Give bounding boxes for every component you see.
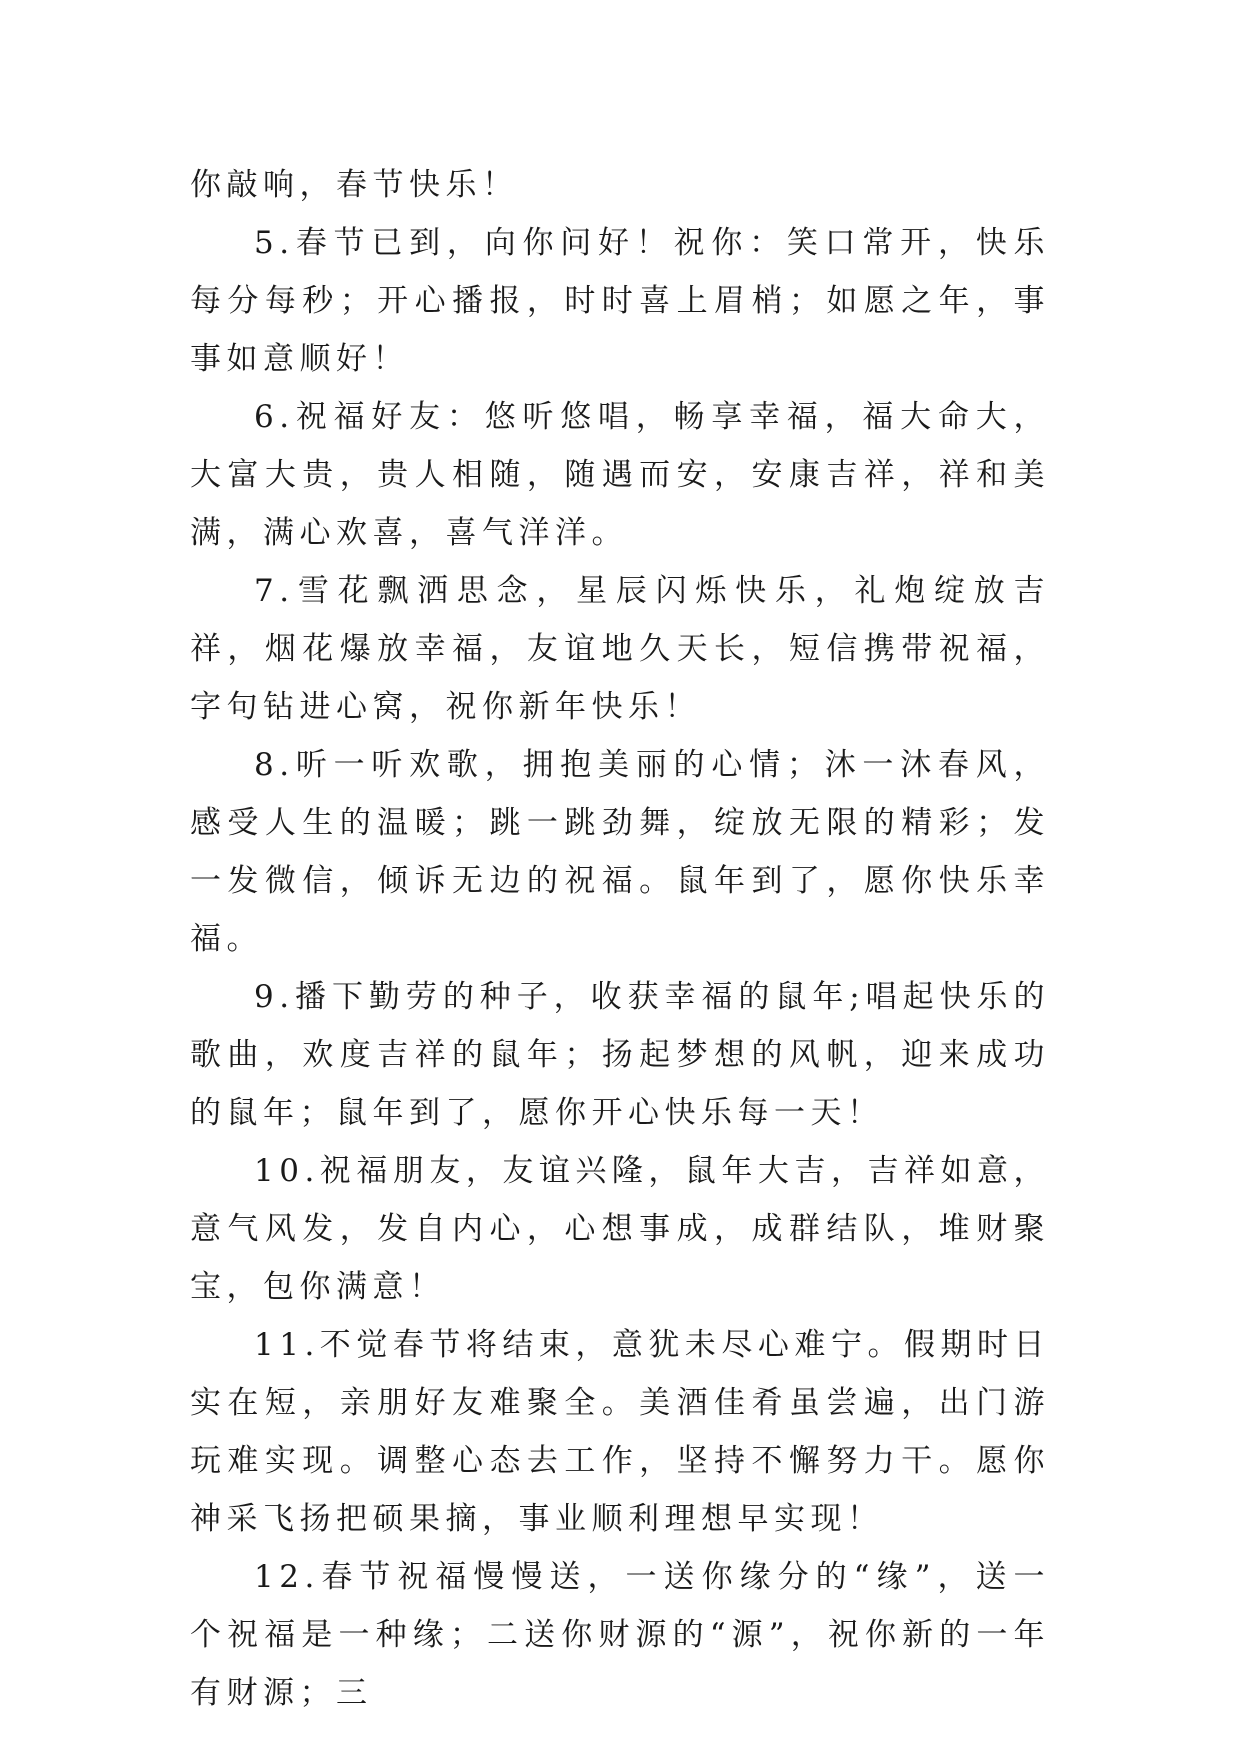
document-body [190,156,1050,1722]
paragraph-12: 12.春节祝福慢慢送，一送你缘分的“缘”，送一个祝福是一种缘；二送你财源的“源”，祝你新的一年有财源；三 [190,1559,1050,1711]
paragraph-6: 6.祝福好友：悠听悠唱，畅享幸福，福大命大，大富大贵，贵人相随，随遇而安，安康吉祥，祥和美满，满心欢喜，喜气洋洋。 [190,399,1050,551]
paragraph-7: 7.雪花飘洒思念，星辰闪烁快乐，礼炮绽放吉祥，烟花爆放幸福，友谊地久天长，短信携带祝福，字句钻进心窝，祝你新年快乐！ [190,573,1050,725]
paragraph-10: 10.祝福朋友，友谊兴隆，鼠年大吉，吉祥如意，意气风发，发自内心，心想事成，成群结队，堆财聚宝，包你满意！ [190,1153,1050,1305]
paragraph-9: 9.播下勤劳的种子，收获幸福的鼠年;唱起快乐的歌曲，欢度吉祥的鼠年；扬起梦想的风帆，迎来成功的鼠年；鼠年到了，愿你开心快乐每一天！ [190,979,1050,1131]
paragraph-4-continuation: 你敲响，春节快乐！ [190,167,519,203]
paragraph-8: 8.听一听欢歌，拥抱美丽的心情；沐一沐春风，感受人生的温暖；跳一跳劲舞，绽放无限的精彩；发一发微信，倾诉无边的祝福。鼠年到了，愿你快乐幸福。 [190,747,1050,957]
paragraph-5: 5.春节已到，向你问好！祝你：笑口常开，快乐每分每秒；开心播报，时时喜上眉梢；如愿之年，事事如意顺好！ [190,225,1050,377]
paragraph-11: 11.不觉春节将结束，意犹未尽心难宁。假期时日实在短，亲朋好友难聚全。美酒佳肴虽尝遍，出门游玩难实现。调整心态去工作，坚持不懈努力干。愿你神采飞扬把硕果摘，事业顺利理想早实现！ [190,1327,1050,1537]
